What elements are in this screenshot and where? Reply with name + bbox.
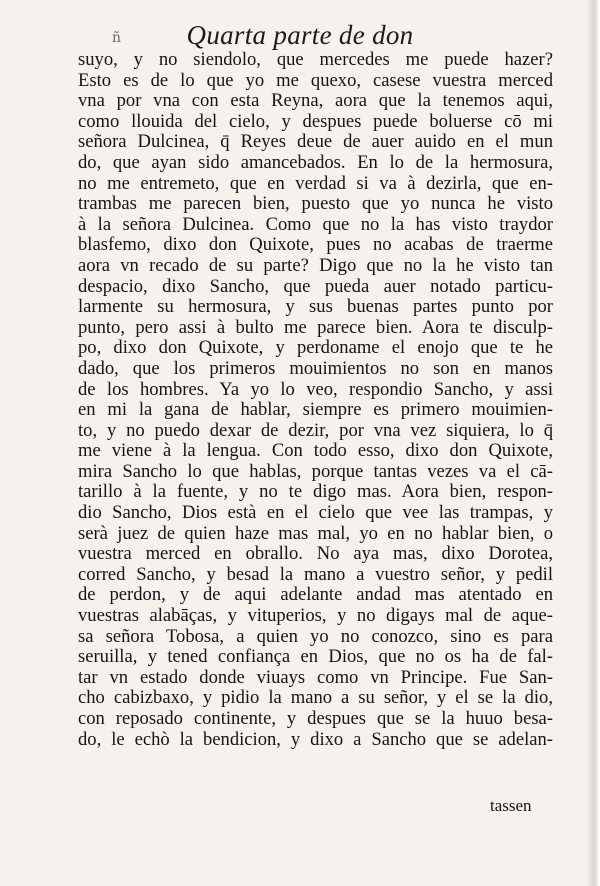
page-binding-edge xyxy=(586,0,600,886)
text-line: vuestra merced en obrallo. No aya mas, dixo Dorotea, xyxy=(78,543,553,565)
body-text xyxy=(78,50,553,750)
text-line: to, y no puedo dexar de dezir, por vna vez siquiera, lo q̄ xyxy=(78,419,553,441)
text-line: dio Sancho, Dios està en el cielo que vee las trampas, y xyxy=(78,502,553,524)
text-line: tarillo à la fuente, y no te digo mas. Aora bien, respon- xyxy=(78,481,553,503)
text-line: tar vn estado donde viuays como vn Principe. Fue San- xyxy=(78,666,553,688)
text-line: larmente su hermosura, y sus buenas partes punto por xyxy=(78,296,553,318)
text-line: Esto es de lo que yo me quexo, casese vuestra merced xyxy=(78,69,553,91)
text-line: do, le echò la bendicion, y dixo a Sancho que se adelan- xyxy=(78,728,553,750)
text-line: suyo, y no siendolo, que mercedes me puede hazer? xyxy=(78,49,553,70)
text-line: po, dixo don Quixote, y perdoname el enojo que te he xyxy=(78,337,553,359)
text-line: despacio, dixo Sancho, que pueda auer notado particu- xyxy=(78,275,553,297)
text-line: sa señora Tobosa, a quien yo no conozco, sino es para xyxy=(78,625,553,647)
text-line: señora Dulcinea, q̄ Reyes deue de auer auido en el mun xyxy=(78,131,553,153)
text-line: mira Sancho lo que hablas, porque tantas vezes va el cā- xyxy=(78,460,553,482)
text-line: como llouida del cielo, y despues puede boluerse cō mi xyxy=(78,110,553,132)
text-line: aora vn recado de su parte? Digo que no la he visto tan xyxy=(78,254,553,276)
text-line: de perdon, y de aqui adelante andad mas atentado en xyxy=(78,584,553,606)
text-line: punto, pero assi à bulto me parece bien. Aora te disculp- xyxy=(78,316,553,338)
running-head: Quarta parte de don xyxy=(186,20,414,50)
text-line: seruilla, y tened confiança en Dios, que no os ha de fal- xyxy=(78,646,553,668)
text-line: serà juez de quien haze mas mal, yo en no hablar bien, o xyxy=(78,522,553,544)
text-line: corred Sancho, y besad la mano a vuestro señor, y pedil xyxy=(78,563,553,585)
text-line: trambas me parecen bien, puesto que yo nunca he visto xyxy=(78,193,553,215)
text-line: cho cabizbaxo, y pidio la mano a su señor, y el se la dio, xyxy=(78,687,553,709)
text-line: de los hombres. Ya yo lo veo, respondio Sancho, y assi xyxy=(78,378,553,400)
text-line: no me entremeto, que en verdad si va à dezirla, que en- xyxy=(78,172,553,194)
text-line: do, que ayan sido amancebados. En lo de la hermosura, xyxy=(78,151,553,173)
text-line: dado, que los primeros mouimientos no son en manos xyxy=(78,357,553,379)
text-line: blasfemo, dixo don Quixote, pues no acabas de traerme xyxy=(78,234,553,256)
running-head-ornament: ñ xyxy=(112,30,122,46)
text-line: vna por vna con esta Reyna, aora que la tenemos aqui, xyxy=(78,90,553,112)
text-line: vuestras alabāças, y vituperios, y no digays mal de aque- xyxy=(78,605,553,627)
text-line: en mi la gana de hablar, siempre es primero mouimien- xyxy=(78,399,553,421)
text-line: con reposado continente, y despues que se la huuo besa- xyxy=(78,708,553,729)
catchword: tassen xyxy=(490,796,532,815)
text-line: à la señora Dulcinea. Como que no la has visto traydor xyxy=(78,213,553,235)
text-line: me viene à la lengua. Con todo esso, dixo don Quixote, xyxy=(78,440,553,462)
